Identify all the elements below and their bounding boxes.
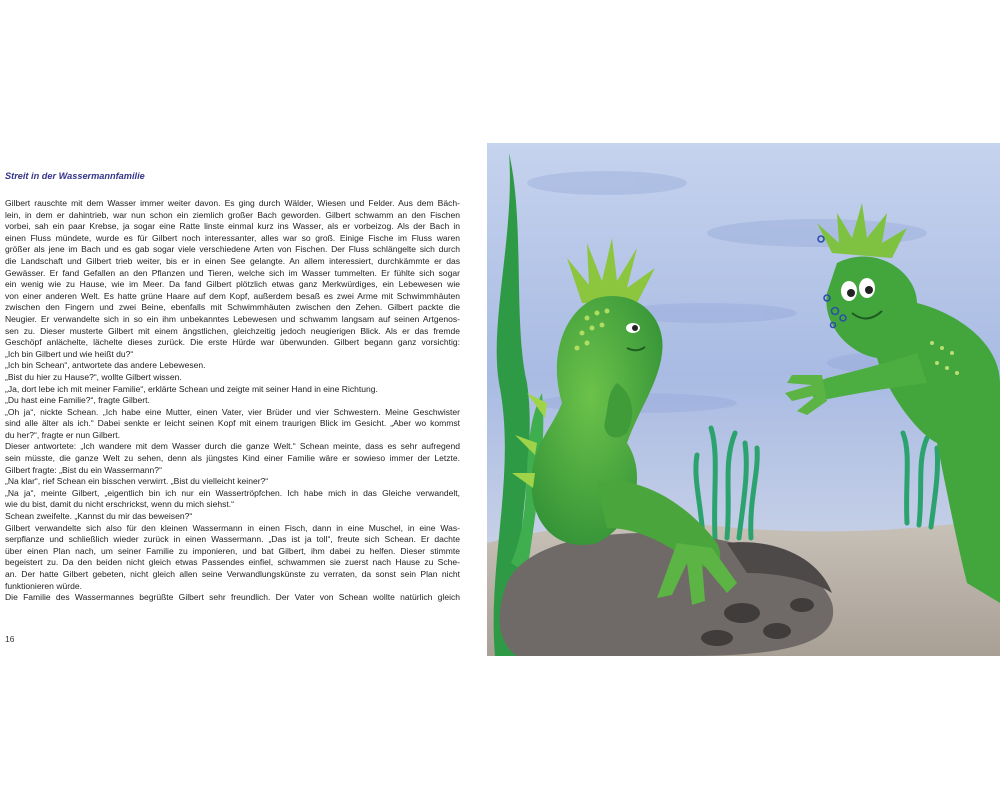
story-line: Gilbert rauschte mit dem Wasser immer weiter davon. Es ging durch Wälder, Wiesen und Felder. Aus dem Bäch- xyxy=(5,198,460,208)
story-line: vorbei, sah ein paar Krebse, ja sogar eine Ratte linste einmal kurz ins Wasser, als er vorbeizog. Als der Bach in xyxy=(5,221,460,232)
story-line: wie du bist, damit du nicht erschrickst, wenn du mich siehst.“ xyxy=(5,499,234,510)
story-line: sind alle älter als ich.“ Dabei senkte er leicht seinen Kopf mit einem traurigen Blick im Gesicht. „Aber wo kommst xyxy=(5,418,460,429)
story-line: begeistert zu. Da den beiden nicht gleich etwas Passendes einfiel, schwammen sie zuerst nach Hause zu Sche- xyxy=(5,557,460,568)
story-line: die Landschaft und Gilbert trieb weiter, bis er in einen See gelangte. An allem interessiert, durchkämmte er das xyxy=(5,255,460,266)
story-line: zwischen den Fingern und zwei Beine, ebenfalls mit Schwimmhäuten zwischen den Zehen. Gilbert packte die xyxy=(5,302,460,313)
story-line: Die Familie des Wassermannes begrüßte Gilbert sehr freundlich. Der Vater von Schean wollte natürlich gleich xyxy=(5,592,460,603)
story-line: größer als jene im Bach und es gab sogar viele verschiedene Arten von Fischen. Der Fluss schlängelte sich durch xyxy=(5,244,460,255)
story-line: serpflanze und schließlich wieder zurück in einen Wassermann. „Das ist ja toll“, freute sich Schean. Er dachte xyxy=(5,534,460,545)
story-line: einen Fluss mündete, wurde es für Gilbert noch interessanter, alles war so groß. Einige Fische im Fluss waren xyxy=(5,232,460,243)
story-line: lein, in dem er dahintrieb, war nun schon ein ziemlich großer Bach geworden. Gilbert schwamm an den Fischen xyxy=(5,209,460,220)
story-line: „Ich bin Schean“, antwortete das andere Lebewesen. xyxy=(5,360,206,371)
story-line: Dieser antwortete: „Ich wandere mit dem Wasser durch die ganze Welt.“ Schean meinte, dass es sehr aufregend xyxy=(5,441,460,452)
page-number: 16 xyxy=(5,634,15,644)
story-body xyxy=(5,198,460,604)
story-line: sen zu. Dieser musterte Gilbert mit einem ängstlichen, gleichzeitig jedoch neugierigen Blick. Als er das fremde xyxy=(5,325,460,336)
story-line: „Ich bin Gilbert und wie heißt du?“ xyxy=(5,348,134,359)
story-line: „Na klar“, rief Schean ein bisschen verwirrt. „Bist du vielleicht keiner?“ xyxy=(5,476,269,487)
illustration-canvas xyxy=(487,143,1000,656)
story-line: sein müsste, die ganze Welt zu sehen, denn als jüngstes Kind einer Familie wäre er sowieso immer der Letzte. xyxy=(5,453,460,464)
story-line: „Du hast eine Familie?“, fragte Gilbert. xyxy=(5,395,150,406)
story-line: Gewässer. Er fand Gefallen an den Pflanzen und Tieren, welche sich im Wasser tummelten. Er fühlte sich sogar xyxy=(5,267,460,278)
story-line: du her?“, fragte er nun Gilbert. xyxy=(5,429,120,440)
story-line: „Oh ja“, nickte Schean. „Ich habe eine Mutter, einen Vater, vier Brüder und vier Schwestern. Meine Geschwister xyxy=(5,406,460,417)
story-line: über einen Plan nach, um seiner Familie zu imponieren, und bat Gilbert, ihm dabei zu helfen. Dieser stimmte xyxy=(5,545,460,556)
story-line: ein wenig wie zu Hause, wie im Meer. Da fand Gilbert plötzlich etwas ganz Merkwürdiges, ein Lebewesen wie xyxy=(5,279,460,290)
story-line: Gilbert fragte: „Bist du ein Wassermann?“ xyxy=(5,464,162,475)
text-page xyxy=(5,170,460,604)
story-line: Neugier. Er verwandelte sich in so ein ihm unbekanntes Lebewesen und schwamm langsam auf seinen Artgenos- xyxy=(5,313,460,324)
story-line: Geschöpf anlächelte, lächelte dieses zurück. Die erste Hürde war überwunden. Gilbert begann ganz vorsichtig: xyxy=(5,337,460,348)
story-line: an. Der hatte Gilbert gebeten, nicht gleich allen seine Verwandlungskünste zu verraten, da sonst sein Plan nicht xyxy=(5,569,460,579)
story-line: „Bist du hier zu Hause?“, wollte Gilbert wissen. xyxy=(5,371,182,382)
story-line: „Na ja“, meinte Gilbert, „eigentlich bin ich nur ein Wassertröpfchen. Ich habe mich in das Gleiche verwandelt, xyxy=(5,487,460,498)
watercolor-illustration xyxy=(487,143,1000,656)
chapter-title: Streit in der Wassermannfamilie xyxy=(5,171,145,181)
story-line: Gilbert verwandelte sich also für den kleinen Wassermann in einen Fisch, dann in eine Muschel, in eine Was- xyxy=(5,522,460,533)
story-line: funktionieren würde. xyxy=(5,580,82,591)
story-line: „Ja, dort lebe ich mit meiner Familie“, erklärte Schean und zeigte mit seiner Hand in eine Richtung. xyxy=(5,383,378,394)
story-line: von einer anderen Welt. Es hatte grüne Haare auf dem Kopf, außerdem besaß es zwei Arme mit Schwimmhäuten xyxy=(5,290,460,301)
story-line: Schean zweifelte. „Kannst du mir das beweisen?“ xyxy=(5,511,193,522)
